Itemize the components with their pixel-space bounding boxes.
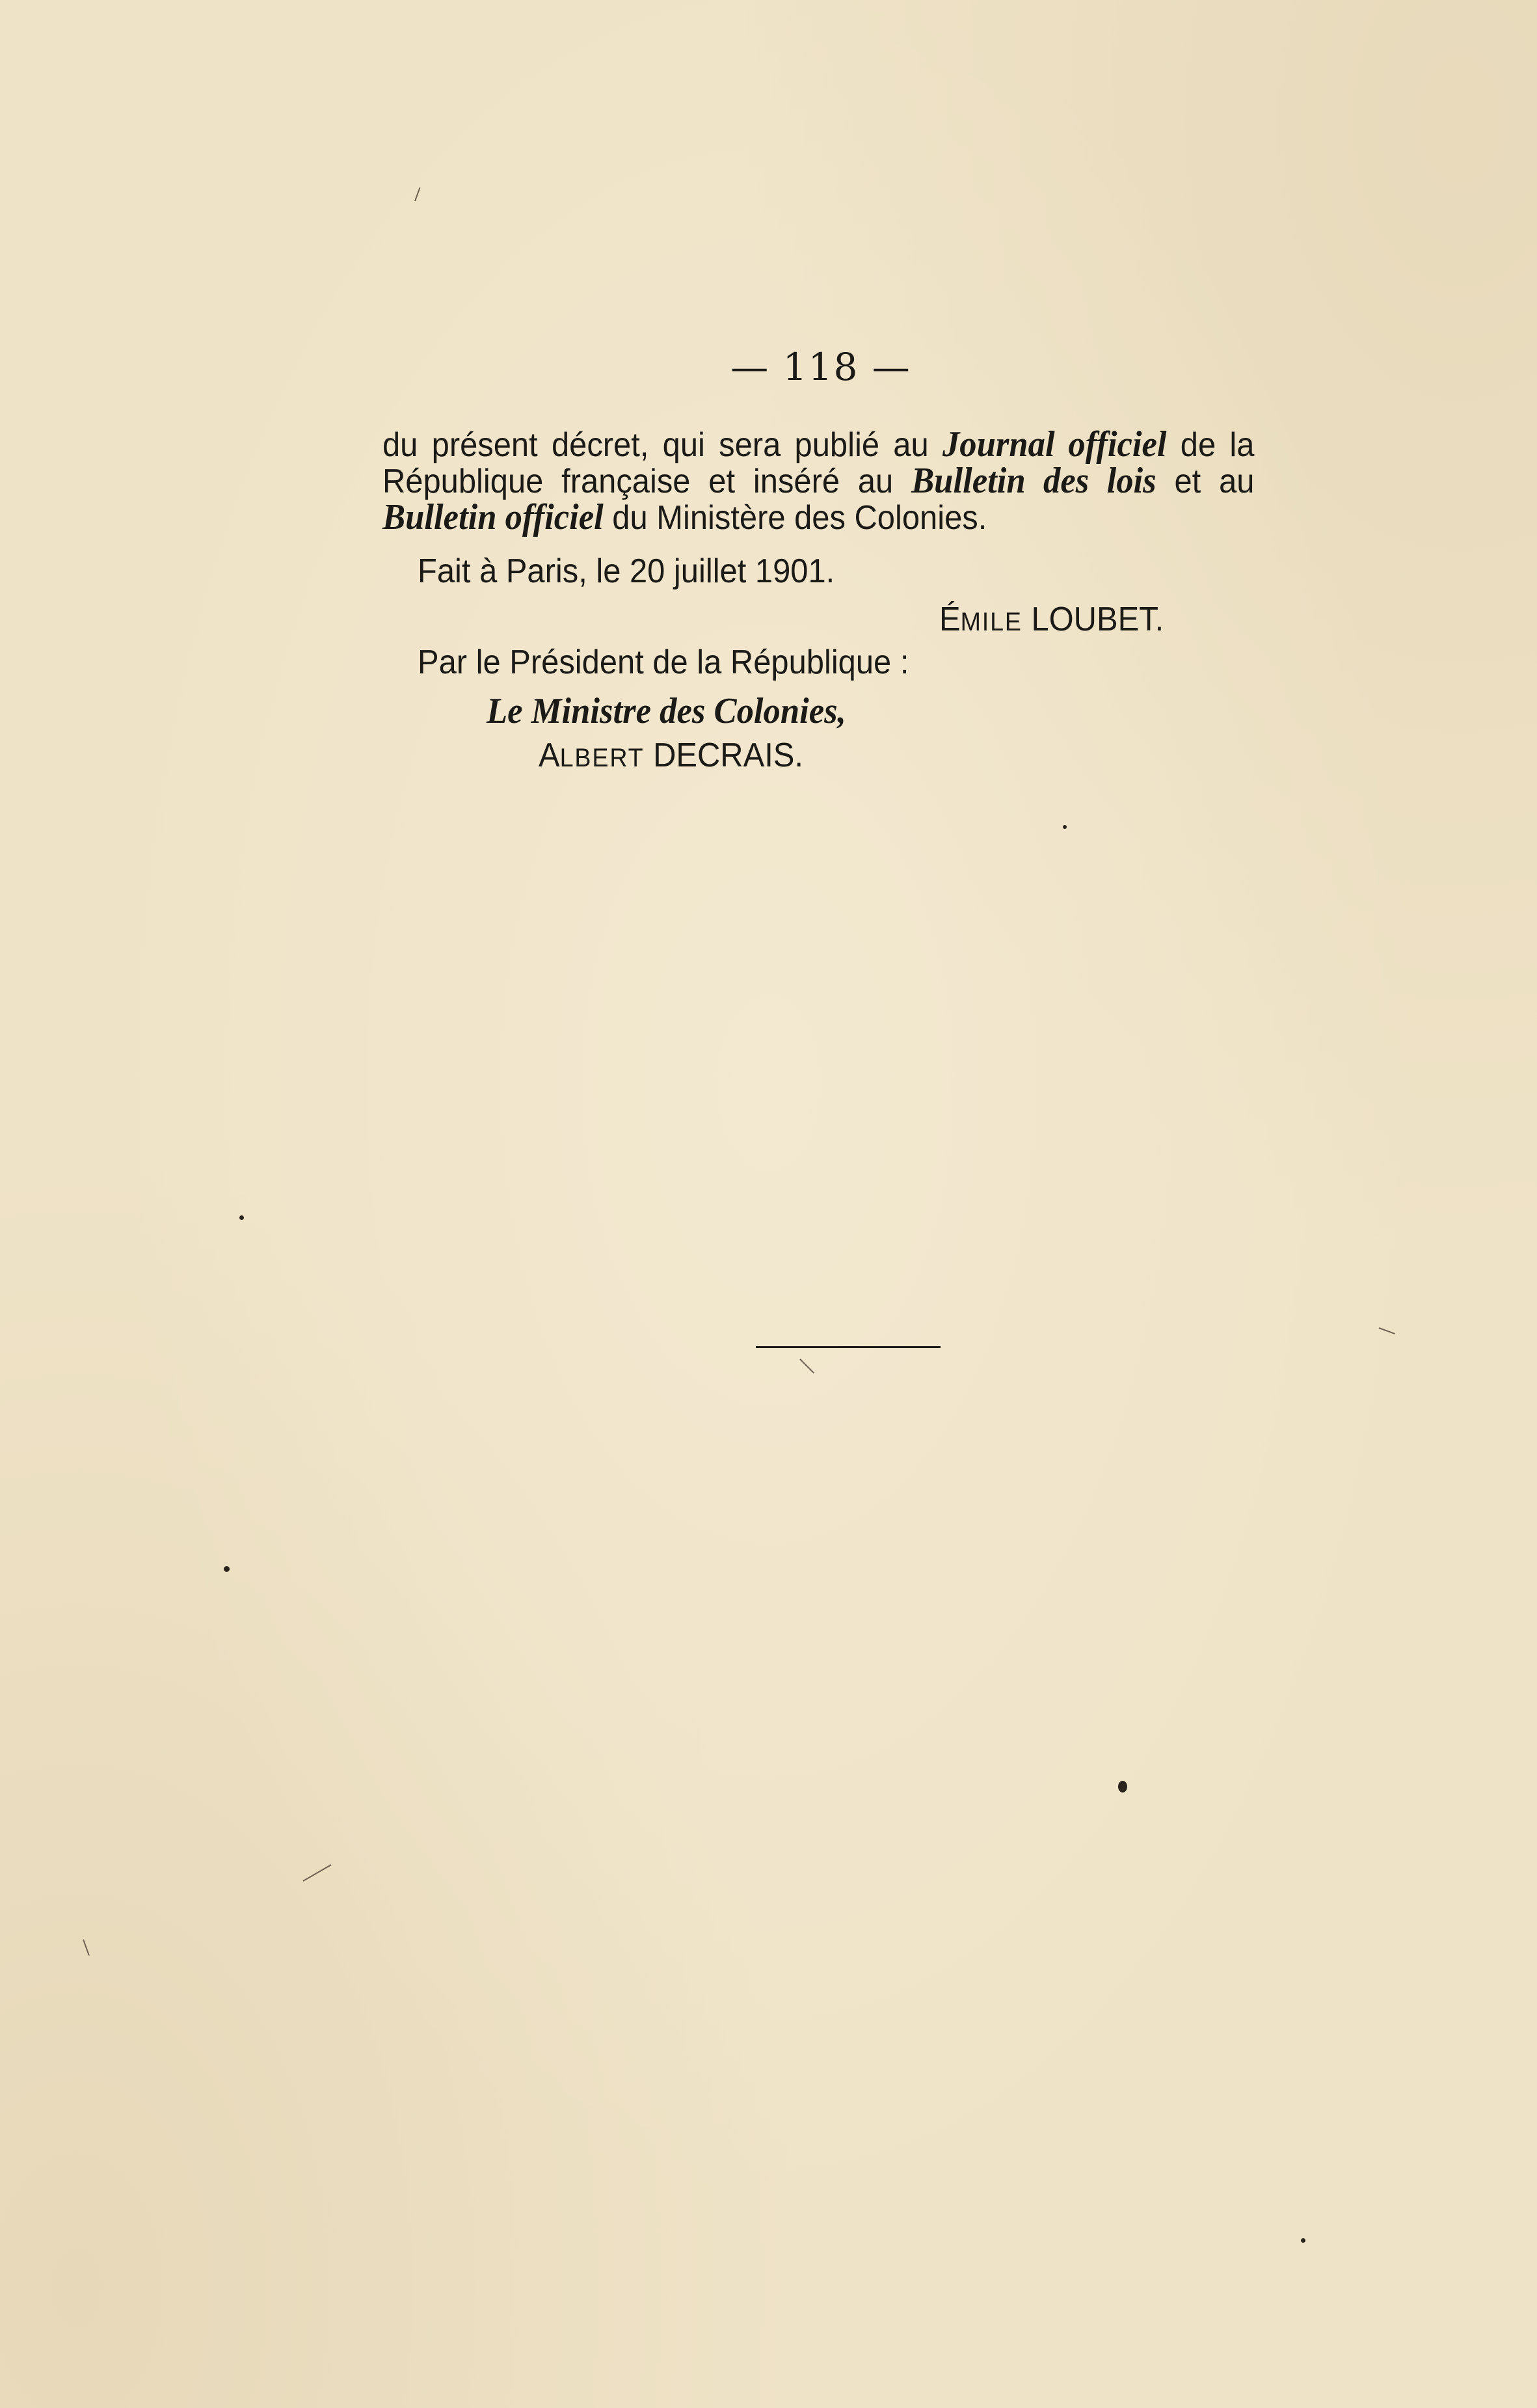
place-and-date: Fait à Paris, le 20 juillet 1901. bbox=[418, 552, 835, 590]
signature-first-name: LBERT bbox=[559, 744, 645, 772]
italic-title-journal-officiel: Journal officiel bbox=[942, 424, 1167, 465]
italic-title-bulletin-des-lois: Bulletin des lois bbox=[911, 461, 1156, 501]
end-rule bbox=[756, 1346, 941, 1348]
paper-scratch bbox=[414, 187, 420, 201]
text-segment: du présent décret, qui sera publié au bbox=[382, 426, 942, 464]
paper-scratch bbox=[303, 1864, 332, 1882]
paper-speck bbox=[1063, 825, 1067, 829]
paper-speck bbox=[1301, 2238, 1305, 2243]
minister-title: Le Ministre des Colonies, bbox=[487, 691, 846, 731]
signature-first-initial: É bbox=[939, 601, 961, 638]
signature-first-name: MILE bbox=[960, 608, 1022, 636]
signature-last-name: DECRAIS. bbox=[644, 737, 803, 774]
body-paragraph bbox=[382, 424, 1255, 537]
page-number: — 118 — bbox=[730, 345, 911, 389]
signature-president bbox=[939, 600, 1164, 639]
italic-title-bulletin-officiel: Bulletin officiel bbox=[382, 497, 604, 537]
paper-speck bbox=[1118, 1781, 1127, 1792]
paper-scratch bbox=[1379, 1327, 1395, 1334]
paper-speck bbox=[224, 1566, 230, 1572]
by-order-line: Par le Président de la République : bbox=[418, 643, 909, 681]
text-segment: et au bbox=[1156, 463, 1255, 500]
text-segment: de la République française et inséré au bbox=[382, 426, 1255, 500]
paper-scratch bbox=[83, 1940, 90, 1956]
text-segment: du Ministère des Colonies. bbox=[603, 499, 987, 537]
signature-first-initial: A bbox=[539, 737, 560, 774]
signature-minister bbox=[539, 736, 803, 775]
paper-speck bbox=[239, 1215, 244, 1220]
signature-last-name: LOUBET. bbox=[1022, 601, 1164, 638]
paper-scratch bbox=[799, 1359, 814, 1373]
